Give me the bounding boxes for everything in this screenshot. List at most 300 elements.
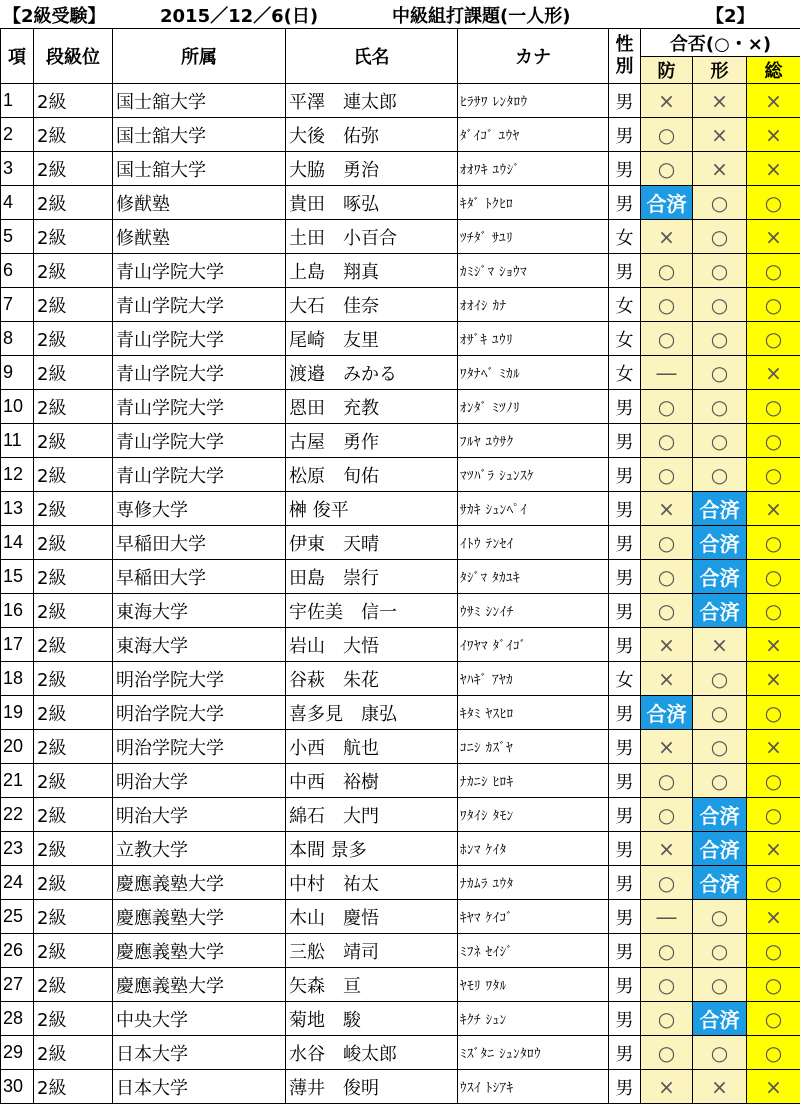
row-grade: 2級: [34, 798, 113, 832]
row-result-total: ○: [747, 526, 800, 560]
row-affiliation: 青山学院大学: [113, 254, 286, 288]
row-no: 11: [1, 424, 34, 458]
row-no: 12: [1, 458, 34, 492]
row-kana: ｵｻﾞｷ ﾕｳﾘ: [458, 322, 609, 356]
row-sex: 男: [609, 934, 641, 968]
row-name: 薄井 俊明: [286, 1070, 458, 1104]
table-row: [1, 730, 800, 764]
row-affiliation: 青山学院大学: [113, 288, 286, 322]
row-name: 恩田 充教: [286, 390, 458, 424]
row-result-bou: ―: [641, 900, 693, 934]
row-kana: ﾏﾂﾊﾞﾗ ｼｭﾝｽｹ: [458, 458, 609, 492]
row-kana: ｷｸﾁ ｼｭﾝ: [458, 1002, 609, 1036]
row-kana: ﾀﾞｲｺﾞ ﾕｳﾔ: [458, 118, 609, 152]
table-row: [1, 254, 800, 288]
row-sex: 女: [609, 356, 641, 390]
row-result-bou: ○: [641, 118, 693, 152]
row-affiliation: 早稲田大学: [113, 560, 286, 594]
row-name: 木山 慶悟: [286, 900, 458, 934]
row-sex: 男: [609, 1002, 641, 1036]
results-table: [0, 28, 800, 1104]
row-grade: 2級: [34, 560, 113, 594]
row-grade: 2級: [34, 968, 113, 1002]
row-kana: ﾅｶﾑﾗ ﾕｳﾀ: [458, 866, 609, 900]
row-result-total: ○: [747, 594, 800, 628]
row-affiliation: 立教大学: [113, 832, 286, 866]
row-result-bou: ○: [641, 390, 693, 424]
row-name: 谷萩 朱花: [286, 662, 458, 696]
table-row: [1, 968, 800, 1002]
row-result-bou: ○: [641, 1036, 693, 1070]
row-kana: ﾜﾀﾅﾍﾞ ﾐｶﾙ: [458, 356, 609, 390]
row-result-total: ×: [747, 628, 800, 662]
row-no: 3: [1, 152, 34, 186]
row-kana: ｷﾔﾏ ｹｲｺﾞ: [458, 900, 609, 934]
row-affiliation: 東海大学: [113, 594, 286, 628]
row-result-kata: ×: [693, 84, 747, 118]
row-result-bou: 合済: [641, 186, 693, 220]
row-result-kata: ○: [693, 730, 747, 764]
row-affiliation: 明治学院大学: [113, 730, 286, 764]
row-kana: ｶﾐｼﾞﾏ ｼｮｳﾏ: [458, 254, 609, 288]
row-kana: ｳｽｲ ﾄｼｱｷ: [458, 1070, 609, 1104]
row-grade: 2級: [34, 186, 113, 220]
row-name: 大石 佳奈: [286, 288, 458, 322]
table-row: [1, 390, 800, 424]
row-result-total: ○: [747, 866, 800, 900]
row-grade: 2級: [34, 118, 113, 152]
col-header-no: 項: [1, 29, 34, 84]
row-affiliation: 日本大学: [113, 1070, 286, 1104]
row-result-bou: ○: [641, 594, 693, 628]
row-affiliation: 青山学院大学: [113, 458, 286, 492]
row-name: 榊 俊平: [286, 492, 458, 526]
row-no: 29: [1, 1036, 34, 1070]
sheet-header: [0, 0, 800, 28]
row-result-bou: ○: [641, 288, 693, 322]
row-affiliation: 修猷塾: [113, 186, 286, 220]
row-name: 綿石 大門: [286, 798, 458, 832]
row-result-bou: ○: [641, 152, 693, 186]
row-result-bou: ○: [641, 254, 693, 288]
row-sex: 女: [609, 220, 641, 254]
row-result-total: ×: [747, 832, 800, 866]
row-grade: 2級: [34, 356, 113, 390]
row-affiliation: 国士舘大学: [113, 118, 286, 152]
row-kana: ｷﾀﾞ ﾄｸﾋﾛ: [458, 186, 609, 220]
col-header-name: 氏名: [286, 29, 458, 84]
row-kana: ｲﾜﾔﾏ ﾀﾞｲｺﾞ: [458, 628, 609, 662]
row-result-bou: ○: [641, 1002, 693, 1036]
row-affiliation: 明治学院大学: [113, 696, 286, 730]
row-kana: ﾂﾁﾀﾞ ｻﾕﾘ: [458, 220, 609, 254]
row-affiliation: 青山学院大学: [113, 424, 286, 458]
row-result-bou: ×: [641, 492, 693, 526]
row-result-bou: ×: [641, 730, 693, 764]
row-result-bou: ○: [641, 458, 693, 492]
row-result-bou: ○: [641, 764, 693, 798]
table-row: [1, 1036, 800, 1070]
row-grade: 2級: [34, 526, 113, 560]
row-result-total: ×: [747, 118, 800, 152]
row-no: 14: [1, 526, 34, 560]
row-grade: 2級: [34, 662, 113, 696]
col-header-sex-label: 性別: [615, 34, 635, 78]
row-sex: 男: [609, 764, 641, 798]
row-result-total: ○: [747, 458, 800, 492]
row-affiliation: 青山学院大学: [113, 390, 286, 424]
row-grade: 2級: [34, 594, 113, 628]
row-grade: 2級: [34, 764, 113, 798]
row-result-total: ○: [747, 934, 800, 968]
row-kana: ﾐｽﾞﾀﾆ ｼｭﾝﾀﾛｳ: [458, 1036, 609, 1070]
row-result-total: ○: [747, 1036, 800, 1070]
row-no: 21: [1, 764, 34, 798]
row-affiliation: 早稲田大学: [113, 526, 286, 560]
table-row: [1, 798, 800, 832]
row-kana: ﾐﾌﾈ ｾｲｼﾞ: [458, 934, 609, 968]
row-result-kata: 合済: [693, 798, 747, 832]
row-name: 中西 裕樹: [286, 764, 458, 798]
row-affiliation: 国士舘大学: [113, 152, 286, 186]
row-grade: 2級: [34, 866, 113, 900]
row-kana: ｷﾀﾐ ﾔｽﾋﾛ: [458, 696, 609, 730]
row-no: 25: [1, 900, 34, 934]
row-result-kata: 合済: [693, 866, 747, 900]
row-affiliation: 慶應義塾大学: [113, 934, 286, 968]
row-sex: 男: [609, 866, 641, 900]
row-no: 19: [1, 696, 34, 730]
row-sex: 男: [609, 390, 641, 424]
row-result-kata: ○: [693, 662, 747, 696]
row-sex: 男: [609, 900, 641, 934]
row-name: 尾崎 友里: [286, 322, 458, 356]
row-sex: 男: [609, 254, 641, 288]
exam-grade-label: 【2級受験】: [3, 2, 106, 28]
row-no: 22: [1, 798, 34, 832]
table-row: [1, 560, 800, 594]
row-result-total: ○: [747, 560, 800, 594]
row-sex: 男: [609, 186, 641, 220]
row-result-total: ○: [747, 424, 800, 458]
row-grade: 2級: [34, 390, 113, 424]
row-no: 2: [1, 118, 34, 152]
table-row: [1, 628, 800, 662]
row-kana: ﾔﾊｷﾞ ｱﾔｶ: [458, 662, 609, 696]
row-no: 5: [1, 220, 34, 254]
row-result-total: ○: [747, 322, 800, 356]
row-kana: ｵﾝﾀﾞ ﾐﾂﾉﾘ: [458, 390, 609, 424]
row-name: 中村 祐太: [286, 866, 458, 900]
row-result-kata: 合済: [693, 492, 747, 526]
row-kana: ｳｻﾐ ｼﾝｲﾁ: [458, 594, 609, 628]
table-row: [1, 492, 800, 526]
row-result-kata: ×: [693, 628, 747, 662]
row-kana: ﾀｼﾞﾏ ﾀｶﾕｷ: [458, 560, 609, 594]
table-row: [1, 832, 800, 866]
row-sex: 女: [609, 288, 641, 322]
row-kana: ﾜﾀｲｼ ﾀﾓﾝ: [458, 798, 609, 832]
row-result-bou: ×: [641, 628, 693, 662]
row-result-bou: ×: [641, 84, 693, 118]
row-sex: 男: [609, 118, 641, 152]
row-grade: 2級: [34, 1036, 113, 1070]
row-kana: ﾌﾙﾔ ﾕｳｻｸ: [458, 424, 609, 458]
row-sex: 男: [609, 1070, 641, 1104]
row-result-bou: ○: [641, 322, 693, 356]
row-name: 上島 翔真: [286, 254, 458, 288]
table-row: [1, 662, 800, 696]
row-no: 30: [1, 1070, 34, 1104]
table-row: [1, 526, 800, 560]
row-sex: 男: [609, 832, 641, 866]
table-row: [1, 594, 800, 628]
row-result-kata: ○: [693, 288, 747, 322]
row-result-bou: ○: [641, 934, 693, 968]
row-name: 貴田 啄弘: [286, 186, 458, 220]
row-name: 大後 佑弥: [286, 118, 458, 152]
row-result-kata: ○: [693, 1036, 747, 1070]
table-row: [1, 934, 800, 968]
row-result-bou: ○: [641, 798, 693, 832]
row-affiliation: 明治大学: [113, 798, 286, 832]
table-header: [1, 29, 800, 84]
row-affiliation: 東海大学: [113, 628, 286, 662]
row-result-bou: ○: [641, 866, 693, 900]
row-sex: 男: [609, 424, 641, 458]
row-result-kata: ○: [693, 220, 747, 254]
row-no: 9: [1, 356, 34, 390]
row-name: 本間 景多: [286, 832, 458, 866]
row-no: 24: [1, 866, 34, 900]
row-result-total: ○: [747, 798, 800, 832]
row-result-total: ○: [747, 968, 800, 1002]
row-result-total: ○: [747, 390, 800, 424]
row-sex: 男: [609, 730, 641, 764]
table-row: [1, 186, 800, 220]
row-result-total: ○: [747, 1002, 800, 1036]
row-no: 26: [1, 934, 34, 968]
row-result-total: ×: [747, 84, 800, 118]
row-grade: 2級: [34, 900, 113, 934]
row-sex: 男: [609, 1036, 641, 1070]
row-result-kata: ○: [693, 186, 747, 220]
row-no: 6: [1, 254, 34, 288]
row-affiliation: 日本大学: [113, 1036, 286, 1070]
row-name: 岩山 大悟: [286, 628, 458, 662]
table-row: [1, 220, 800, 254]
row-kana: ｵｵｲｼ ｶﾅ: [458, 288, 609, 322]
row-result-total: ×: [747, 900, 800, 934]
col-header-result: 合否(○・×): [641, 29, 800, 57]
row-kana: ｲﾄｳ ﾃﾝｾｲ: [458, 526, 609, 560]
row-kana: ﾋﾗｻﾜ ﾚﾝﾀﾛｳ: [458, 84, 609, 118]
row-result-kata: ○: [693, 764, 747, 798]
row-result-bou: ○: [641, 968, 693, 1002]
col-header-total: 総: [747, 57, 800, 84]
table-row: [1, 1002, 800, 1036]
row-sex: 女: [609, 662, 641, 696]
exam-date: 2015／12／6(日): [160, 2, 318, 28]
row-sex: 男: [609, 492, 641, 526]
row-affiliation: 青山学院大学: [113, 356, 286, 390]
row-result-total: ×: [747, 152, 800, 186]
row-kana: ｵｵﾜｷ ﾕｳｼﾞ: [458, 152, 609, 186]
row-result-total: ×: [747, 1070, 800, 1104]
table-row: [1, 900, 800, 934]
row-result-bou: 合済: [641, 696, 693, 730]
row-name: 大脇 勇治: [286, 152, 458, 186]
row-result-kata: 合済: [693, 1002, 747, 1036]
table-row: [1, 322, 800, 356]
row-result-kata: ○: [693, 934, 747, 968]
row-result-kata: ○: [693, 322, 747, 356]
row-sex: 男: [609, 798, 641, 832]
row-no: 7: [1, 288, 34, 322]
row-result-total: ○: [747, 254, 800, 288]
row-name: 小西 航也: [286, 730, 458, 764]
row-no: 18: [1, 662, 34, 696]
row-no: 20: [1, 730, 34, 764]
row-grade: 2級: [34, 254, 113, 288]
row-no: 16: [1, 594, 34, 628]
row-sex: 男: [609, 458, 641, 492]
row-name: 平澤 連太郎: [286, 84, 458, 118]
row-no: 10: [1, 390, 34, 424]
row-result-total: ×: [747, 662, 800, 696]
row-result-bou: ×: [641, 832, 693, 866]
row-name: 喜多見 康弘: [286, 696, 458, 730]
row-grade: 2級: [34, 628, 113, 662]
row-grade: 2級: [34, 1070, 113, 1104]
row-sex: 女: [609, 322, 641, 356]
row-grade: 2級: [34, 458, 113, 492]
row-kana: ｻｶｷ ｼｭﾝﾍﾟｲ: [458, 492, 609, 526]
row-affiliation: 国士舘大学: [113, 84, 286, 118]
row-name: 伊東 天晴: [286, 526, 458, 560]
row-no: 13: [1, 492, 34, 526]
row-result-total: ○: [747, 764, 800, 798]
row-result-kata: ○: [693, 424, 747, 458]
row-sex: 男: [609, 560, 641, 594]
row-result-kata: ×: [693, 152, 747, 186]
row-affiliation: 慶應義塾大学: [113, 900, 286, 934]
row-grade: 2級: [34, 934, 113, 968]
row-name: 古屋 勇作: [286, 424, 458, 458]
row-no: 8: [1, 322, 34, 356]
row-no: 23: [1, 832, 34, 866]
row-grade: 2級: [34, 1002, 113, 1036]
row-result-total: ○: [747, 696, 800, 730]
row-no: 27: [1, 968, 34, 1002]
row-no: 28: [1, 1002, 34, 1036]
col-header-sex: [609, 29, 641, 84]
row-kana: ﾅｶﾆｼ ﾋﾛｷ: [458, 764, 609, 798]
row-sex: 男: [609, 628, 641, 662]
row-result-kata: ○: [693, 696, 747, 730]
row-sex: 男: [609, 696, 641, 730]
row-result-kata: 合済: [693, 594, 747, 628]
row-result-total: ○: [747, 186, 800, 220]
row-grade: 2級: [34, 220, 113, 254]
row-affiliation: 明治学院大学: [113, 662, 286, 696]
row-result-total: ×: [747, 356, 800, 390]
row-kana: ﾔﾓﾘ ﾜﾀﾙ: [458, 968, 609, 1002]
row-no: 1: [1, 84, 34, 118]
row-grade: 2級: [34, 288, 113, 322]
row-result-total: ○: [747, 288, 800, 322]
row-sex: 男: [609, 152, 641, 186]
row-sex: 男: [609, 526, 641, 560]
row-result-total: ×: [747, 730, 800, 764]
row-name: 水谷 峻太郎: [286, 1036, 458, 1070]
row-name: 矢森 亘: [286, 968, 458, 1002]
row-grade: 2級: [34, 730, 113, 764]
row-affiliation: 専修大学: [113, 492, 286, 526]
row-sex: 男: [609, 968, 641, 1002]
row-grade: 2級: [34, 492, 113, 526]
row-affiliation: 青山学院大学: [113, 322, 286, 356]
row-name: 宇佐美 信一: [286, 594, 458, 628]
row-result-total: ×: [747, 492, 800, 526]
col-header-bou: 防: [641, 57, 693, 84]
row-name: 三舩 靖司: [286, 934, 458, 968]
row-name: 土田 小百合: [286, 220, 458, 254]
row-affiliation: 慶應義塾大学: [113, 866, 286, 900]
row-name: 菊地 駿: [286, 1002, 458, 1036]
row-name: 松原 旬佑: [286, 458, 458, 492]
row-result-bou: ×: [641, 662, 693, 696]
row-result-total: ×: [747, 220, 800, 254]
row-result-kata: 合済: [693, 526, 747, 560]
row-result-kata: ○: [693, 390, 747, 424]
row-result-bou: ○: [641, 560, 693, 594]
table-row: [1, 866, 800, 900]
row-no: 15: [1, 560, 34, 594]
table-row: [1, 458, 800, 492]
row-result-kata: ○: [693, 254, 747, 288]
table-row: [1, 696, 800, 730]
row-result-bou: ○: [641, 526, 693, 560]
row-affiliation: 慶應義塾大学: [113, 968, 286, 1002]
row-affiliation: 修猷塾: [113, 220, 286, 254]
table-row: [1, 424, 800, 458]
row-result-bou: ―: [641, 356, 693, 390]
table-row: [1, 152, 800, 186]
row-result-kata: ○: [693, 900, 747, 934]
row-affiliation: 明治大学: [113, 764, 286, 798]
row-grade: 2級: [34, 84, 113, 118]
row-no: 17: [1, 628, 34, 662]
table-row: [1, 356, 800, 390]
row-result-bou: ○: [641, 424, 693, 458]
row-affiliation: 中央大学: [113, 1002, 286, 1036]
row-result-kata: 合済: [693, 560, 747, 594]
table-body: [1, 84, 800, 1104]
col-header-kana: カナ: [458, 29, 609, 84]
page-number: 【2】: [706, 2, 755, 28]
table-row: [1, 84, 800, 118]
row-name: 渡邉 みかる: [286, 356, 458, 390]
table-row: [1, 1070, 800, 1104]
exam-title: 中級組打課題(一人形): [392, 2, 570, 28]
row-name: 田島 崇行: [286, 560, 458, 594]
col-header-kata: 形: [693, 57, 747, 84]
row-no: 4: [1, 186, 34, 220]
row-result-kata: ×: [693, 1070, 747, 1104]
row-result-bou: ×: [641, 220, 693, 254]
row-result-kata: ○: [693, 356, 747, 390]
